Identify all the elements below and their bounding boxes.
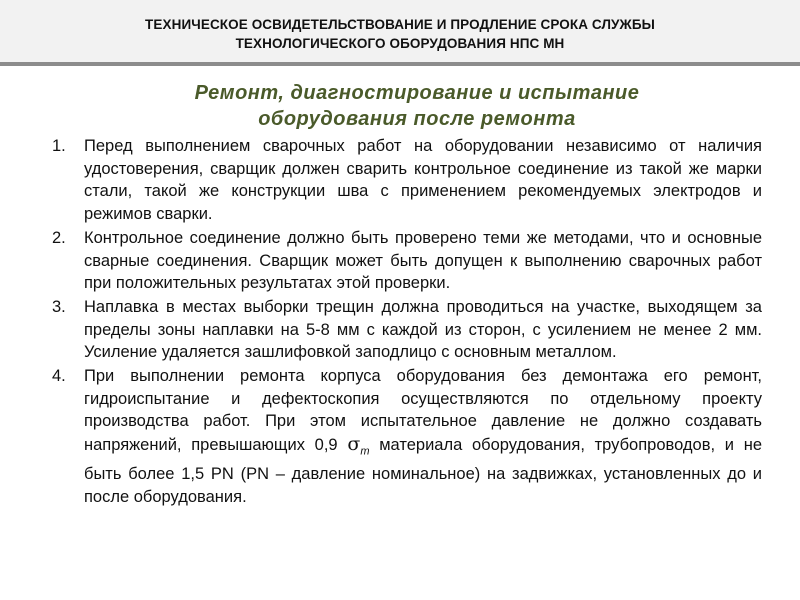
sigma-subscript: m bbox=[360, 445, 370, 458]
list-item-number: 4. bbox=[52, 367, 66, 386]
list-item-number: 1. bbox=[52, 137, 66, 155]
sigma-symbol: σ bbox=[347, 433, 361, 456]
slide-subtitle bbox=[0, 80, 800, 132]
list-item-text: Наплавка в местах выборки трещин должна проводиться на участке, выходящем за пределы зоны наплавки на 5-8 мм с каждой из сторон, с усилением не менее 2 мм. Усиление удаляется зашлифовкой заподлицо с основным металлом. bbox=[84, 297, 762, 362]
list-item-number: 3. bbox=[52, 297, 66, 316]
list-item-number: 2. bbox=[52, 228, 66, 247]
header-title-line2: ТЕХНОЛОГИЧЕСКОГО ОБОРУДОВАНИЯ НПС МН bbox=[235, 36, 565, 51]
list-item-text: Перед выполнением сварочных работ на оборудовании независимо от наличия удостоверения, сварщик должен сварить контрольное соединение из такой же марки стали, такой же конструкции шва с применением рекомендуемых электродов и режимов сварки. bbox=[84, 137, 762, 224]
slide-header bbox=[0, 0, 800, 66]
list-item bbox=[50, 135, 762, 226]
header-title-line1: ТЕХНИЧЕСКОЕ ОСВИДЕТЕЛЬСТВОВАНИЕ И ПРОДЛЕНИЕ СРОКА СЛУЖБЫ bbox=[145, 17, 655, 32]
subtitle-line1: Ремонт, диагностирование и испытание bbox=[194, 82, 640, 104]
list-item-text: Контрольное соединение должно быть проверено теми же методами, что и основные сварные соединения. Сварщик может быть допущен к выполнению сварочных работ при положительных результатах этой проверки. bbox=[84, 228, 762, 293]
subtitle-line2: оборудования после ремонта bbox=[258, 108, 576, 130]
numbered-list bbox=[50, 135, 762, 510]
list-item bbox=[50, 227, 762, 295]
list-item-text-after: материала оборудования, трубопроводов, и не быть более 1,5 PN (PN – давление номинальное) на задвижках, установленных до и после оборудования. bbox=[84, 436, 762, 506]
list-item bbox=[50, 296, 762, 364]
list-item-text-before: При выполнении ремонта корпуса оборудования без демонтажа его ремонт, гидроиспытание и дефектоскопия осуществляются по отдельному проекту производства работ. При этом испытательное давление не должно создавать напряжений, превышающих 0,9 bbox=[84, 367, 762, 455]
list-item bbox=[50, 365, 762, 509]
